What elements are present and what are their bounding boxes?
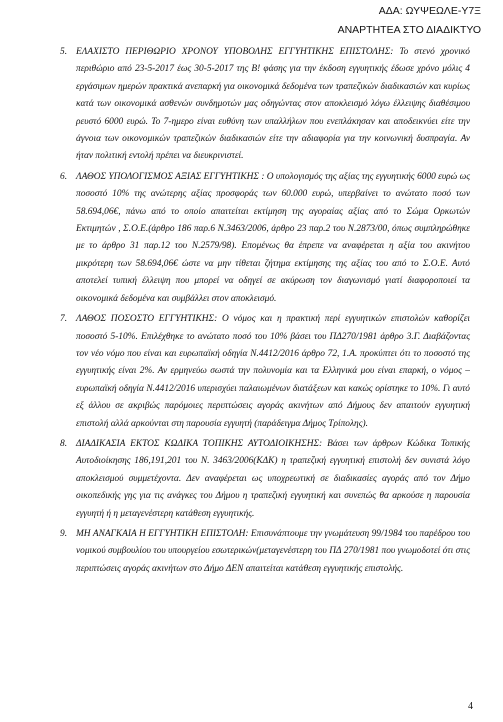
list-item (40, 169, 470, 308)
list-item (40, 436, 470, 523)
list-item (40, 44, 470, 166)
item-number: 8. (60, 438, 68, 449)
item-text: ΛΑΘΟΣ ΠΟΣΟΣΤΟ ΕΓΓΥΗΤΙΚΗΣ: Ο νόμος και η πρακτική περί εγγυητικών επιστολών καθορίζει ποσοστό 5-10%. Επιλέχθηκε το ανώτατο ποσό του 10% βάσει του ΠΔ270/1981 άρθρο 3.Γ. Διαβάζοντας τον νέο νόμο που είναι και ευρωπαϊκή οδηγία Ν.4412/2016 άρθρο 72, 1.Α. προκύπτει ότι το ποσοστό της εγγυητικής είναι 2%. Αν ερμηνεύω σωστά την πολυνομία και τα Ελληνικά μου είναι επαρκή, ο νόμος –ευρωπαϊκή οδηγία Ν.4412/2016 υπερισχύει παλαιωμένων διατάξεων και κακώς ορίστηκε το 10%. Γι αυτό εξ άλλου σε ακριβώς παρόμοιες περιπτώσεις αγοράς ακινήτων από Δήμους δεν απαιτούν εγγυητική επιστολή αλλά αρκούνται στη παρουσία εγγυητή (παράδειγμα Δήμος Τρίπολης). (76, 314, 470, 429)
item-text: ΛΑΘΟΣ ΥΠΟΛΟΓΙΣΜΟΣ ΑΞΙΑΣ ΕΓΓΥΗΤΙΚΗΣ : Ο υπολογισμός της αξίας της εγγυητικής 6000 ευρώ ως ποσοστό 10% της ανώτερης αξίας προσφοράς των 60.000 ευρώ, υπερβαίνει το ανώτατο ποσό των 58.694,06€, πάνω από το οποίο απαιτείται εκτίμηση της αγοραίας αξίας από το Σώμα Ορκωτών Εκτιμητών , Σ.Ο.Ε.(άρθρο 186 παρ.6 Ν.3463/2006, άρθρο 23 παρ.2 του Ν.2873/00, όπως συμπληρώθηκε με το άρθρο 31 παρ.12 του Ν.2579/98). Επομένως θα έπρεπε να αναφέρεται η αξία του ακινήτου μικρότερη των 58.694,06€ ώστε να μην τίθεται ζήτημα εκτίμησης της αξίας του από το Σ.Ο.Ε. Αυτό αποτελεί τυπική έλλειψη που μπορεί να οδηγεί σε ακύρωση τον διαγωνισμό γιατί διαφοροποιεί τα οικονομικά δεδομένα και συμβάλλει στον αποκλεισμό. (76, 171, 470, 304)
item-text: ΔΙΑΔΙΚΑΣΙΑ ΕΚΤΟΣ ΚΩΔΙΚΑ ΤΟΠΙΚΗΣ ΑΥΤΟΔΙΟΙΚΗΣΗΣ: Βάσει των άρθρων Κώδικα Τοπικής Αυτοδιοίκησης 186,191,201 του Ν. 3463/2006(ΚΔΚ) η τραπεζική εγγυητική επιστολή δεν συνιστά λόγο αποκλεισμού συμμετέχοντα. Δεν αναφέρεται ως υποχρεωτική σε διαδικασίες αγοράς από τον Δήμο οικοπεδικής γης για τις ανάγκες του Δήμου η τραπεζική εγγυητική και συνεπώς θα αρκούσε η παρουσία εγγυητή ή η μεταγενέστερη κατάθεση εγγυητικής. (76, 438, 470, 519)
list-item (40, 526, 470, 578)
item-number: 6. (60, 171, 68, 182)
item-number: 9. (60, 528, 68, 539)
posting-notice: ΑΝΑΡΤΗΤΕΑ ΣΤΟ ΔΙΑΔΙΚΤΥΟ (337, 24, 481, 36)
page-number: 4 (468, 701, 473, 712)
list-item (40, 311, 470, 433)
item-text: ΕΛΑΧΙΣΤΟ ΠΕΡΙΘΩΡΙΟ ΧΡΟΝΟΥ ΥΠΟΒΟΛΗΣ ΕΓΓΥΗΤΙΚΗΣ ΕΠΙΣΤΟΛΗΣ: Το στενό χρονικό περιθώριο από 23-5-2017 έως 30-5-2017 της Β! φάσης για την έκδοση εγγυητικής έδωσε χρόνο μόλις 4 εργάσιμων ημερών πρακτικά ανεπαρκή για οικονομικά δεδομένα των τραπεζικών διαδικασιών και κυρίως κατά των οικονομικά ασθενών συνδημοτών μας οδηγώντας στον αποκλεισμό λόγω έλλειψης διαθέσιμου ρευστό 6000 ευρώ. Το 7-ημερο είναι ευθύνη των υπαλλήλων που ενεπλάκησαν και αποδεικνύει είτε την άγνοια των οικονομικών τραπεζικών διαδικασιών είτε την αδιαφορία για την κοινωνική δυσπραγία. Αν ήταν πολιτική εντολή πρέπει να διευκρινιστεί. (76, 47, 470, 162)
numbered-list (40, 44, 470, 581)
ada-code: ΑΔΑ: ΩΥΨΕΩΛΕ-Υ7Ξ (378, 5, 481, 17)
item-text: ΜΗ ΑΝΑΓΚΑΙΑ Η ΕΓΓΥΗΤΙΚΗ ΕΠΙΣΤΟΛΗ: Επισυνάπτουμε την γνωμάτευση 99/1984 του παρέδρου του νομικού συμβουλίου του υπουργείου εσωτερικών(μεταγενέστερη του ΠΔ 270/1981 που γνωμοδοτεί ότι στις περιπτώσεις αγοράς ακινήτων στο Δήμο ΔΕΝ απαιτείται κατάθεση εγγυητικής επιστολής. (76, 528, 470, 574)
item-number: 7. (60, 314, 68, 325)
item-number: 5. (60, 47, 68, 57)
